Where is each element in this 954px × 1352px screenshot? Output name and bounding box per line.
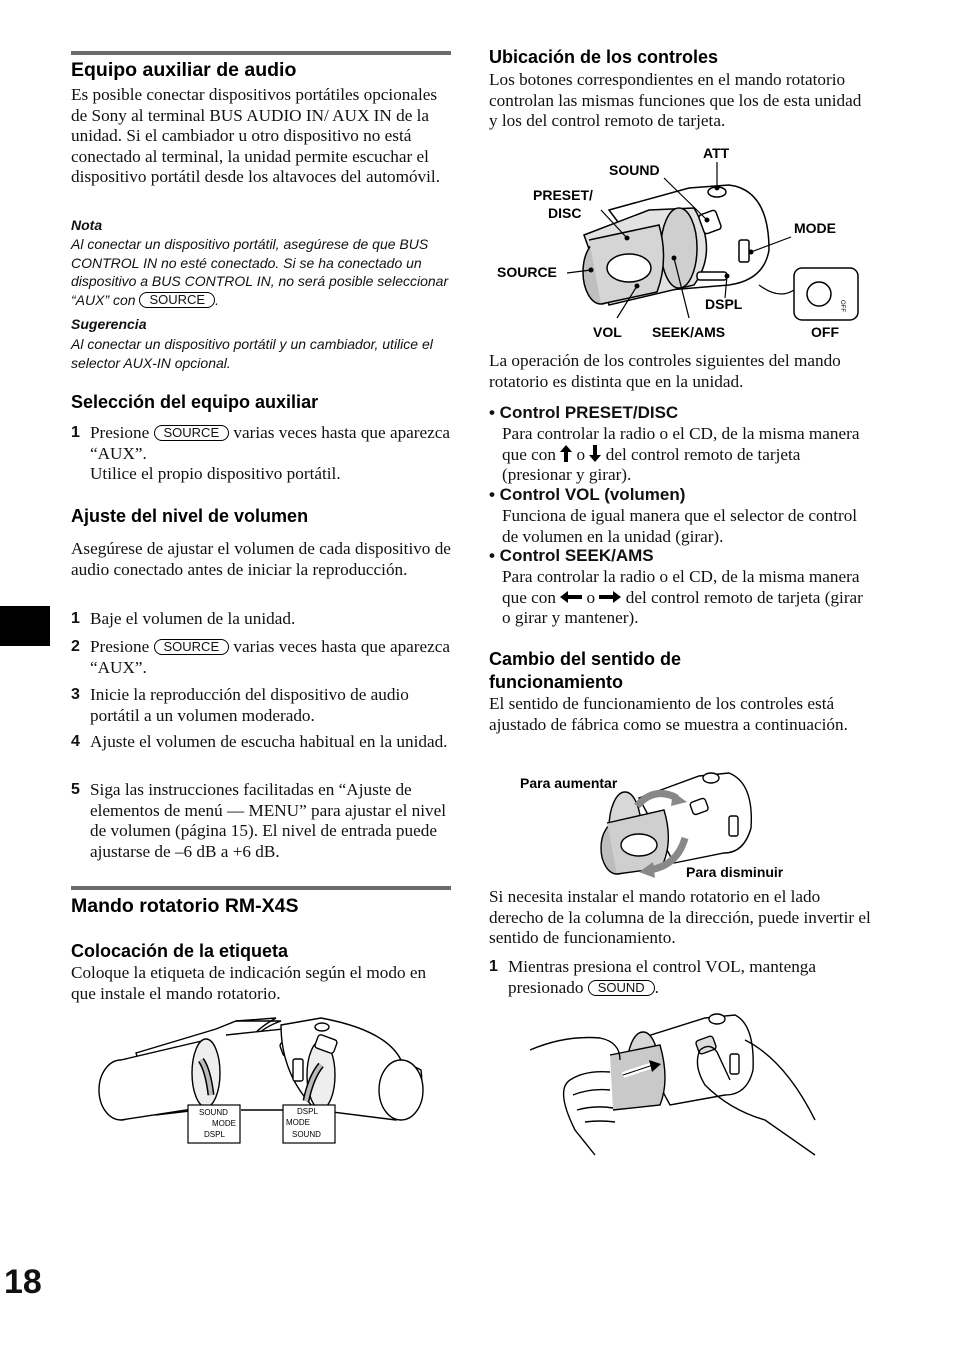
control-preset-text: Para controlar la radio o el CD, de la misma manera que con o del control remoto de tarjeta (presionar y girar). [502, 424, 860, 485]
volumen-step: 4 Ajuste el volumen de escucha habitual en la unidad. [71, 732, 448, 751]
vol-label: VOL [593, 324, 622, 340]
section-rule [71, 886, 451, 890]
label-text: SOUND [199, 1108, 228, 1117]
seleccion-title: Selección del equipo auxiliar [71, 392, 319, 412]
etiqueta-title: Colocación de la etiqueta [71, 941, 289, 961]
volumen-intro: Asegúrese de ajustar el volumen de cada dispositivo de audio conectado antes de iniciar la reproducción. [71, 539, 451, 579]
rotary-commander-hand [610, 1014, 753, 1110]
arrow-up-icon [560, 445, 572, 462]
invertir-body: Si necesita instalar el mando rotatorio en el lado derecho de la columna de la dirección, puede invertir el sentido de funcionamiento. [489, 887, 871, 948]
ubicacion-body: Los botones correspondientes en el mando rotatorio controlan las mismas funciones que los de esta unidad y los del control remoto de tarjeta. [489, 70, 862, 131]
sugerencia-text: Al conectar un dispositivo portátil y un cambiador, utilice el selector AUX-IN opcional. [71, 336, 433, 371]
nota-heading: Nota [71, 217, 103, 233]
arrow-right-icon [599, 591, 621, 603]
mode-label: MODE [794, 220, 836, 236]
section-rule [71, 51, 451, 55]
label-text: SOUND [292, 1130, 321, 1139]
source-button-label: SOURCE [154, 425, 230, 441]
volumen-step: 5 Siga las instrucciones facilitadas en “Ajuste de elementos de menú — MENU” para ajustar el nivel de volumen (página 15). El nivel de entrada puede ajustarse de –6 dB a +6 dB. [71, 780, 447, 861]
arrow-down-icon [589, 445, 601, 462]
control-seek-text: Para controlar la radio o el CD, de la misma manera que con o del control remoto de tarjeta (girar o girar y mantener). [502, 567, 863, 628]
sound-button-label: SOUND [588, 980, 655, 996]
preset-label: PRESET/ [533, 187, 593, 203]
label-text: DSPL [297, 1107, 318, 1116]
page-number: 18 [4, 1263, 42, 1301]
label-text: MODE [212, 1119, 236, 1128]
label-placement-illustration [96, 1015, 426, 1145]
sugerencia-heading: Sugerencia [71, 316, 147, 332]
volumen-title: Ajuste del nivel de volumen [71, 506, 309, 526]
para-aumentar-label: Para aumentar [520, 775, 618, 791]
aux-body: Es posible conectar dispositivos portátiles opcionales de Sony al terminal BUS AUDIO IN/ AUX IN de la unidad. Si el cambiador u otro dispositivo no está conectado al terminal, la unidad permite escuchar el dispositivo portátil desde los altavoces del automóvil. [71, 85, 440, 187]
cambio-title-2: funcionamiento [489, 672, 623, 692]
off-switch-label: OFF [839, 300, 845, 312]
volumen-step: 3 Inicie la reproducción del dispositivo de audio portátil a un volumen moderado. [71, 685, 409, 725]
att-label: ATT [703, 145, 730, 161]
left-hand [530, 1038, 620, 1156]
para-disminuir-label: Para disminuir [686, 864, 784, 880]
cambio-body: El sentido de funcionamiento de los controles está ajustado de fábrica como se muestra a continuación. [489, 694, 848, 734]
off-label: OFF [811, 324, 839, 340]
mando-title: Mando rotatorio RM-X4S [71, 895, 299, 917]
seek-label: SEEK/AMS [652, 324, 726, 340]
label-text: DSPL [204, 1130, 225, 1139]
hand-illustration [525, 1010, 825, 1160]
volumen-step: 2 Presione SOURCE varias veces hasta que aparezca “AUX”. [71, 637, 451, 677]
volumen-step: 1 Baje el volumen de la unidad. [71, 609, 296, 628]
dspl-label: DSPL [705, 296, 743, 312]
sound-label: SOUND [609, 162, 660, 178]
source-label: SOURCE [497, 264, 557, 280]
nota-text: Al conectar un dispositivo portátil, asegúrese de que BUS CONTROL IN no esté conectado. Si se ha conectado un dispositivo a BUS CONTROL IN, no será posible seleccionar “AUX” con SOURCE . [71, 236, 449, 308]
etiqueta-body: Coloque la etiqueta de indicación según el modo en que instale el mando rotatorio. [71, 963, 427, 1003]
invertir-step: 1 Mientras presiona el control VOL, mantenga presionado SOUND . [489, 957, 817, 997]
operacion-body: La operación de los controles siguientes del mando rotatorio es distinta que en la unidad. [489, 351, 841, 391]
seleccion-step: 1 Presione SOURCE varias veces hasta que aparezca “AUX”. Utilice el propio dispositivo portátil. [71, 423, 451, 484]
control-vol-text: Funciona de igual manera que el selector de control de volumen en la unidad (girar). [502, 506, 858, 546]
source-button-label: SOURCE [139, 292, 215, 308]
control-vol-title: • Control VOL (volumen) [489, 485, 686, 504]
controls-diagram [489, 140, 874, 350]
source-button-label: SOURCE [154, 639, 230, 655]
cambio-title: Cambio del sentido de [489, 649, 682, 669]
label-text: MODE [286, 1118, 310, 1127]
aux-title: Equipo auxiliar de audio [71, 59, 297, 81]
direction-illustration [489, 768, 874, 886]
arrow-left-icon [560, 591, 582, 603]
ubicacion-title: Ubicación de los controles [489, 47, 719, 67]
disc-label: DISC [548, 205, 582, 221]
section-tab [0, 606, 50, 646]
control-seek-title: • Control SEEK/AMS [489, 546, 654, 565]
control-preset-title: • Control PRESET/DISC [489, 403, 679, 422]
